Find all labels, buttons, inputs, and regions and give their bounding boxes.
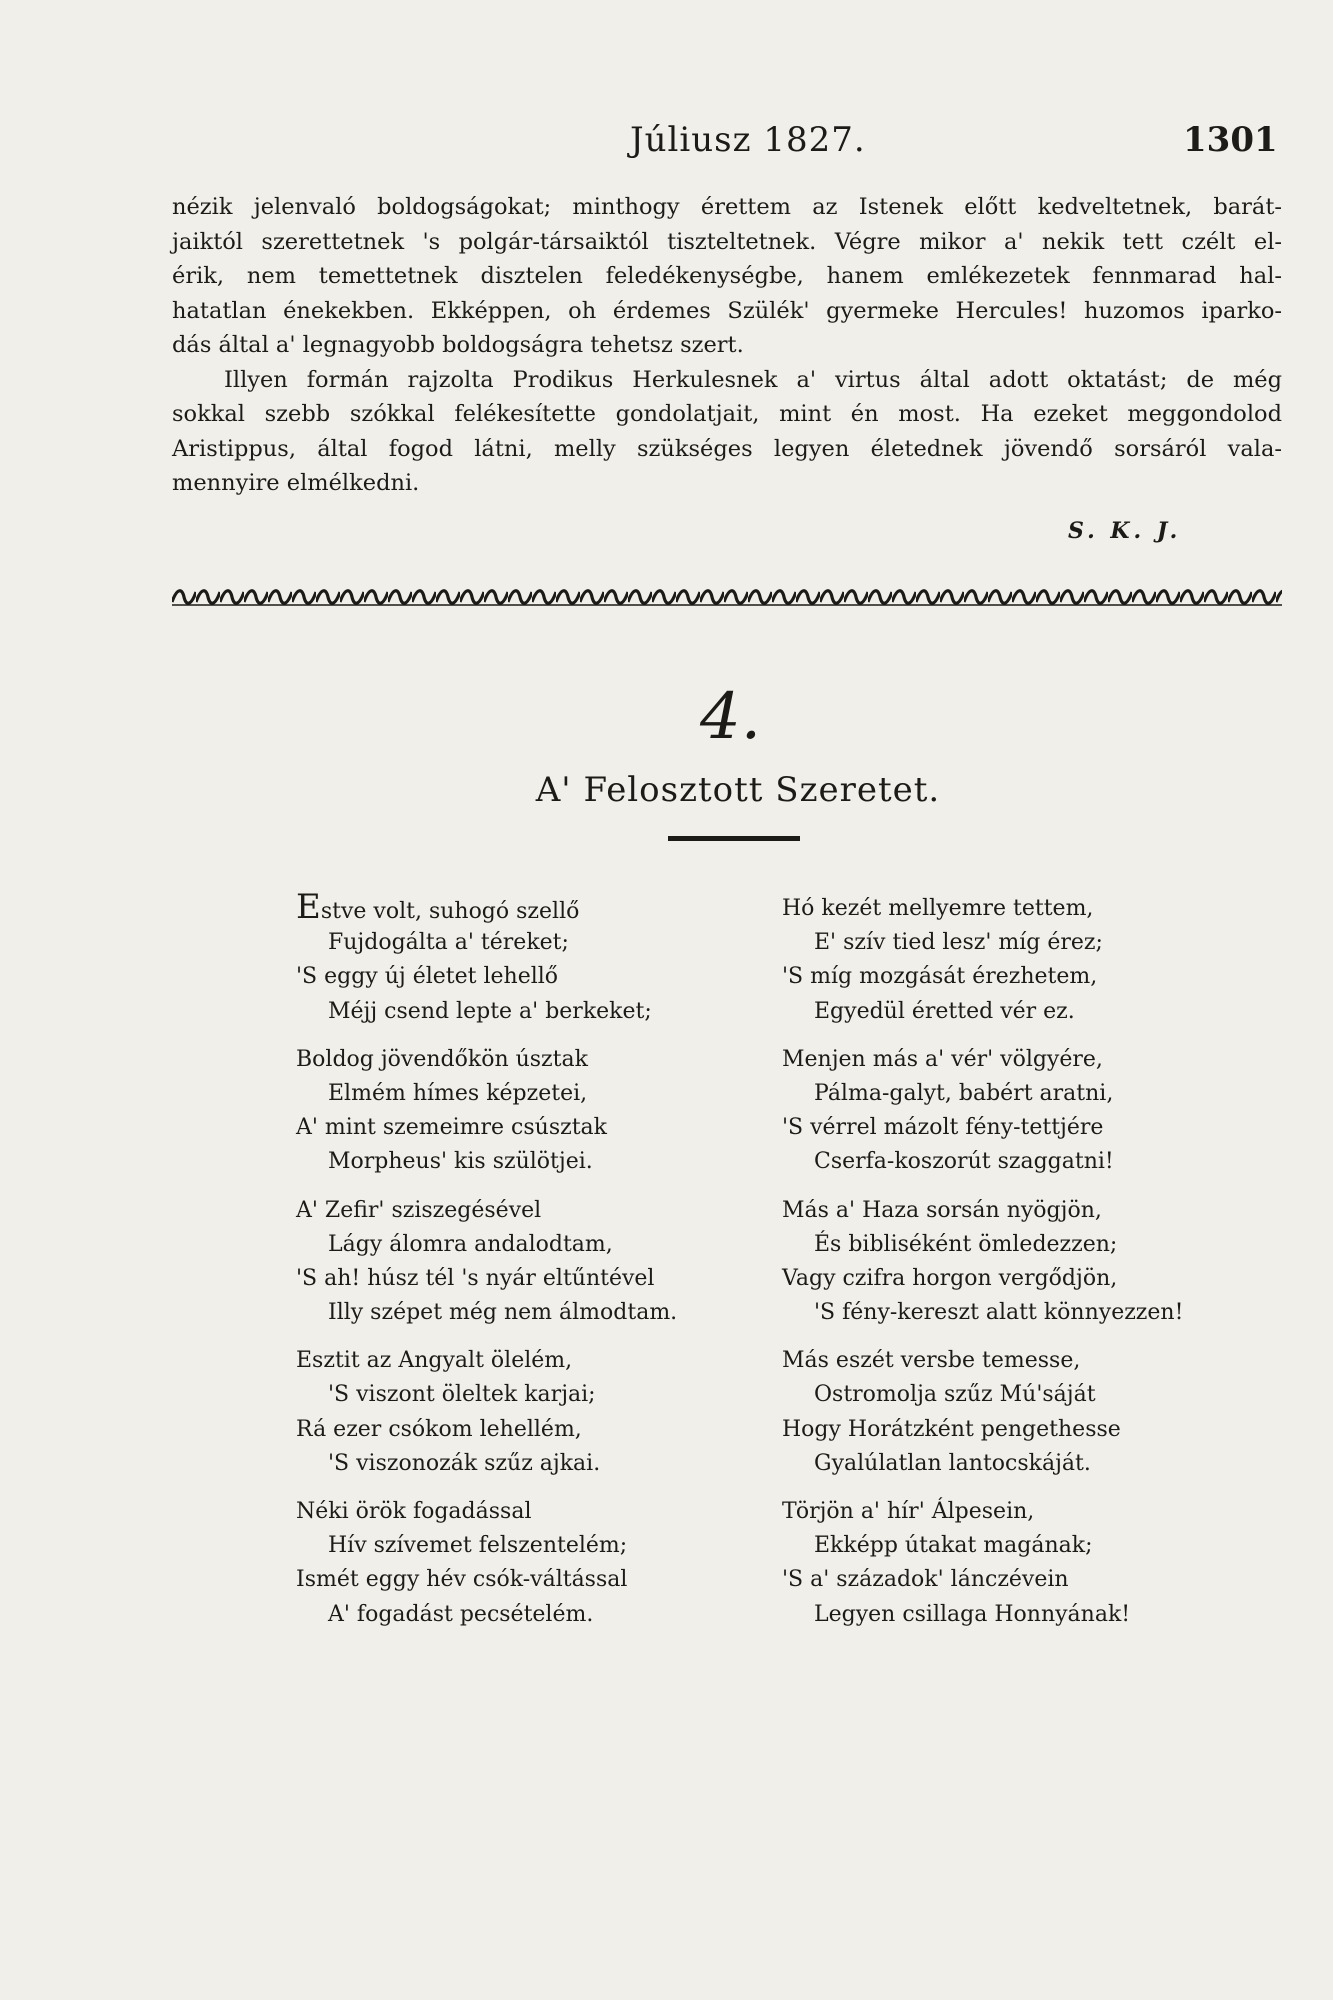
section-number: 4. <box>700 680 762 754</box>
verse-line: Néki örök fogadással <box>296 1499 532 1524</box>
stanza <box>296 887 766 1029</box>
prose-line: Aristippus, által fogod látni, melly szükséges legyen életednek jövendő sorsáról vala- <box>172 435 1282 462</box>
verse-line: Más a' Haza sorsán nyögjön, <box>782 1197 1102 1223</box>
stanza <box>296 1344 766 1481</box>
stanza <box>296 1194 766 1331</box>
verse-line: És bibliséként ömledezzen; <box>814 1231 1118 1257</box>
verse-line: Pálma-galyt, babért aratni, <box>814 1080 1114 1106</box>
prose-line: dás által a' legnagyobb boldogságra tehetsz szert. <box>172 332 744 358</box>
verse-line: 'S vérrel mázolt fény-tettjére <box>782 1115 1104 1141</box>
stanza <box>782 892 1252 1029</box>
verse-line: A' Zefir' sziszegésével <box>296 1197 542 1223</box>
verse-line <box>296 887 766 927</box>
verse-line: Menjen más a' vér' völgyére, <box>782 1046 1103 1072</box>
prose-line: hatatlan énekekben. Ekképpen, oh érdemes Szülék' gyermeke Hercules! huzomos iparko- <box>172 297 1282 324</box>
verse-line-text: stve volt, suhogó szellő <box>320 899 580 924</box>
verse-line: Rá ezer csókom lehellém, <box>296 1416 582 1442</box>
verse-line: Ostromolja szűz Mú'sáját <box>814 1382 1096 1408</box>
verse-line: Hív szívemet felszentelém; <box>328 1533 628 1559</box>
verse-line: Esztit az Angyalt ölelém, <box>296 1348 573 1374</box>
verse-line: Méjj csend lepte a' berkeket; <box>328 998 652 1024</box>
verse-line: 'S viszont öleltek karjai; <box>328 1382 596 1408</box>
verse-line: 'S míg mozgását érezhetem, <box>782 964 1098 990</box>
verse-line: Gyalúlatlan lantocskáját. <box>814 1450 1091 1476</box>
ornamental-divider <box>172 586 1282 608</box>
running-head <box>0 120 1333 170</box>
verse-line: Legyen csillaga Honnyának! <box>814 1601 1131 1627</box>
verse-line: A' fogadást pecsételém. <box>328 1601 594 1627</box>
verse-line: Ismét eggy hév csók-váltással <box>296 1567 628 1593</box>
verse-line: E' szív tied lesz' míg érez; <box>814 930 1103 956</box>
verse-line: Ekképp útakat magának; <box>814 1533 1093 1559</box>
verse-line: 'S viszonozák szűz ajkai. <box>328 1450 601 1476</box>
prose-block <box>172 190 1282 501</box>
prose-line: mennyire elmélkedni. <box>172 470 420 496</box>
stanza <box>782 1043 1252 1180</box>
verse-line: Illy szépet még nem álmodtam. <box>328 1300 678 1326</box>
verse-line: 'S fény-kereszt alatt könnyezzen! <box>814 1300 1184 1326</box>
stanza <box>782 1194 1252 1331</box>
verse-line: Lágy álomra andalodtam, <box>328 1231 613 1257</box>
verse-line: 'S ah! húsz tél 's nyár eltűntével <box>296 1265 655 1291</box>
prose-line: sokkal szebb szókkal felékesítette gondolatjait, mint én most. Ha ezeket meggondolod <box>172 401 1282 427</box>
verse-line: Hogy Horátzként pengethesse <box>782 1416 1121 1442</box>
poem-column-left <box>296 887 766 1646</box>
drop-cap: E <box>296 887 321 927</box>
stanza <box>296 1043 766 1180</box>
prose-line: Illyen formán rajzolta Prodikus Herkulesnek a' virtus által adott oktatást; de még <box>224 366 1282 393</box>
prose-line: jaiktól szerettetnek 's polgár-társaiktól tiszteltetnek. Végre mikor a' nekik tett czélt el- <box>172 228 1282 255</box>
stanza <box>782 1495 1252 1632</box>
verse-line: Egyedül éretted vér ez. <box>814 998 1075 1024</box>
prose-line: érik, nem temettetnek disztelen feledékenységbe, hanem emlékezetek fennmarad hal- <box>172 263 1282 289</box>
author-signature: S. K. J. <box>1068 518 1182 544</box>
page-number: 1301 <box>1183 120 1278 160</box>
verse-line: Más eszét versbe temesse, <box>782 1348 1081 1374</box>
stanza <box>296 1495 766 1632</box>
running-head-title: Júliusz 1827. <box>630 120 866 160</box>
verse-line: 'S eggy új életet lehellő <box>296 964 559 990</box>
verse-line: Fujdogálta a' téreket; <box>328 930 569 956</box>
title-underline <box>668 836 800 841</box>
verse-line: 'S a' századok' lánczévein <box>782 1567 1069 1593</box>
poem-column-right <box>782 892 1252 1646</box>
verse-line: Boldog jövendőkön úsztak <box>296 1046 588 1072</box>
prose-line: nézik jelenvaló boldogságokat; minthogy érettem az Istenek előtt kedveltetnek, barát- <box>172 194 1282 220</box>
verse-line: A' mint szemeimre csúsztak <box>296 1115 607 1141</box>
verse-line: Hó kezét mellyemre tettem, <box>782 896 1094 921</box>
verse-line: Vagy czifra horgon vergődjön, <box>782 1265 1118 1291</box>
verse-line: Elmém hímes képzetei, <box>328 1080 588 1106</box>
verse-line: Cserfa-koszorút szaggatni! <box>814 1149 1114 1175</box>
stanza <box>782 1344 1252 1481</box>
poem-title: A' Felosztott Szeretet. <box>535 770 941 810</box>
verse-line: Morpheus' kis szülötjei. <box>328 1149 593 1175</box>
verse-line: Törjön a' hír' Álpesein, <box>782 1499 1035 1524</box>
